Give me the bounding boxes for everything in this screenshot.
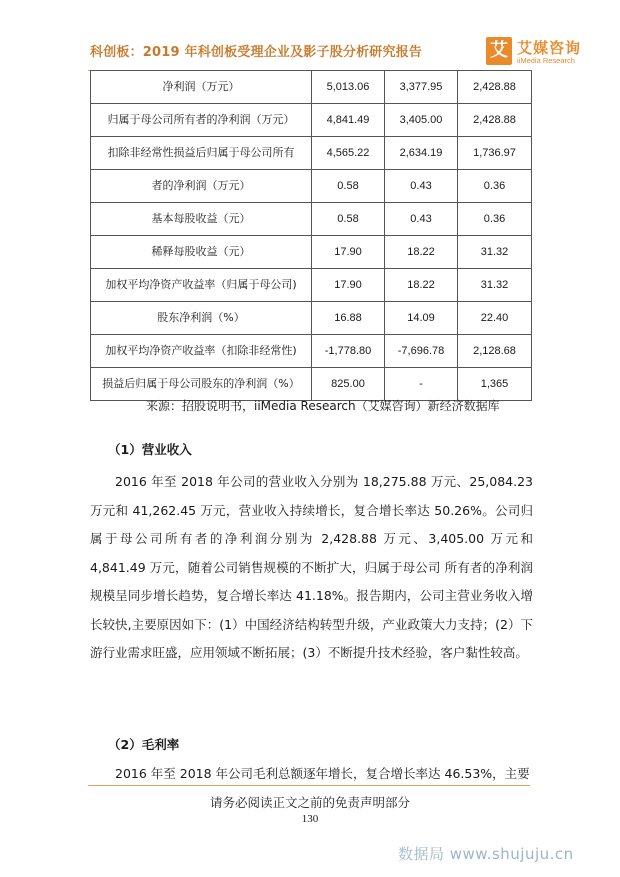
value-cell: 0.36 <box>458 170 532 203</box>
iimedia-logo <box>486 37 590 69</box>
value-cell: 17.90 <box>312 269 385 302</box>
value-cell: 2,428.88 <box>458 71 532 104</box>
value-cell: 0.43 <box>385 203 458 236</box>
value-cell: 0.36 <box>458 203 532 236</box>
row-label: 净利润（万元） <box>91 71 312 104</box>
revenue-paragraph: 2016 年至 2018 年公司的营业收入分别为 18,275.88 万元、25,084.23 万元和 41,262.45 万元，营业收入持续增长，复合增长率达 50.26%。公司归属于母公司所有者的净利润分别为 2,428.88 万元、3,405.00 万元和 4,841.49 万元，随着公司销售规模的不断扩大，归属于母公司 所有者的净利润规模呈同步增长趋势，复合增长率达 41.18%。报告期内，公司主营业务收入增长较快,主要原因如下：(1）中国经济结构转型升级，产业政策大力支持；(2）下游行业需求旺盛，应用领域不断拓展；(3）不断提升技术经验，客户黏性较高。 <box>90 474 533 660</box>
value-cell: 16.88 <box>312 302 385 335</box>
value-cell: 2,428.88 <box>458 104 532 137</box>
row-label: 损益后归属于母公司股东的净利润（%） <box>91 368 312 401</box>
value-cell: 0.43 <box>385 170 458 203</box>
table-row <box>91 137 532 170</box>
table-row <box>91 203 532 236</box>
row-label: 基本每股收益（元） <box>91 203 312 236</box>
footer-divider <box>88 785 530 786</box>
value-cell: 4,565.22 <box>312 137 385 170</box>
value-cell: 0.58 <box>312 170 385 203</box>
value-cell: - <box>385 368 458 401</box>
value-cell: 5,013.06 <box>312 71 385 104</box>
value-cell: 18.22 <box>385 236 458 269</box>
value-cell: 825.00 <box>312 368 385 401</box>
value-cell: 31.32 <box>458 236 532 269</box>
row-label: 者的净利润（万元） <box>91 170 312 203</box>
table-row <box>91 170 532 203</box>
table-source-note: 来源：招股说明书，iiMedia Research（艾媒咨询）新经济数据库 <box>146 399 500 413</box>
value-cell: 4,841.49 <box>312 104 385 137</box>
value-cell: 3,405.00 <box>385 104 458 137</box>
row-label: 加权平均净资产收益率（扣除非经常性) <box>91 335 312 368</box>
value-cell: 2,128.68 <box>458 335 532 368</box>
table-row <box>91 335 532 368</box>
value-cell: 22.40 <box>458 302 532 335</box>
report-header-title: 科创板：2019 年科创板受理企业及影子股分析研究报告 <box>90 45 423 60</box>
disclaimer-note: 请务必阅读正文之前的免责声明部分 <box>209 795 410 810</box>
value-cell: 18.22 <box>385 269 458 302</box>
value-cell: 1,365 <box>458 368 532 401</box>
value-cell: 2,634.19 <box>385 137 458 170</box>
value-cell: 1,736.97 <box>458 137 532 170</box>
gross-margin-paragraph: 2016 年至 2018 年公司毛利总额逐年增长，复合增长率达 46.53%，主要 <box>115 766 530 781</box>
value-cell: 14.09 <box>385 302 458 335</box>
table-row <box>91 269 532 302</box>
section-heading-revenue: （1）营业收入 <box>108 442 192 457</box>
table-row <box>91 71 532 104</box>
value-cell: 3,377.95 <box>385 71 458 104</box>
site-watermark: 数据局 www.shujuju.cn <box>398 845 574 863</box>
table-row <box>91 236 532 269</box>
value-cell: 31.32 <box>458 269 532 302</box>
row-label: 归属于母公司所有者的净利润（万元） <box>91 104 312 137</box>
row-label: 股东净利润（%） <box>91 302 312 335</box>
row-label: 扣除非经常性损益后归属于母公司所有 <box>91 137 312 170</box>
logo-english-name: iiMedia Research <box>517 56 575 65</box>
section-heading-gross-margin: （2）毛利率 <box>108 737 180 752</box>
row-label: 加权平均净资产收益率（归属于母公司) <box>91 269 312 302</box>
logo-mark-icon: 艾 <box>486 37 512 65</box>
value-cell: -7,696.78 <box>385 335 458 368</box>
table-row <box>91 302 532 335</box>
table-row <box>91 368 532 401</box>
financial-data-table <box>90 70 532 401</box>
row-label: 稀释每股收益（元） <box>91 236 312 269</box>
logo-chinese-name: 艾媒咨询 <box>517 39 582 57</box>
value-cell: 0.58 <box>312 203 385 236</box>
value-cell: -1,778.80 <box>312 335 385 368</box>
value-cell: 17.90 <box>312 236 385 269</box>
table-row <box>91 104 532 137</box>
page-number: 130 <box>301 813 319 825</box>
